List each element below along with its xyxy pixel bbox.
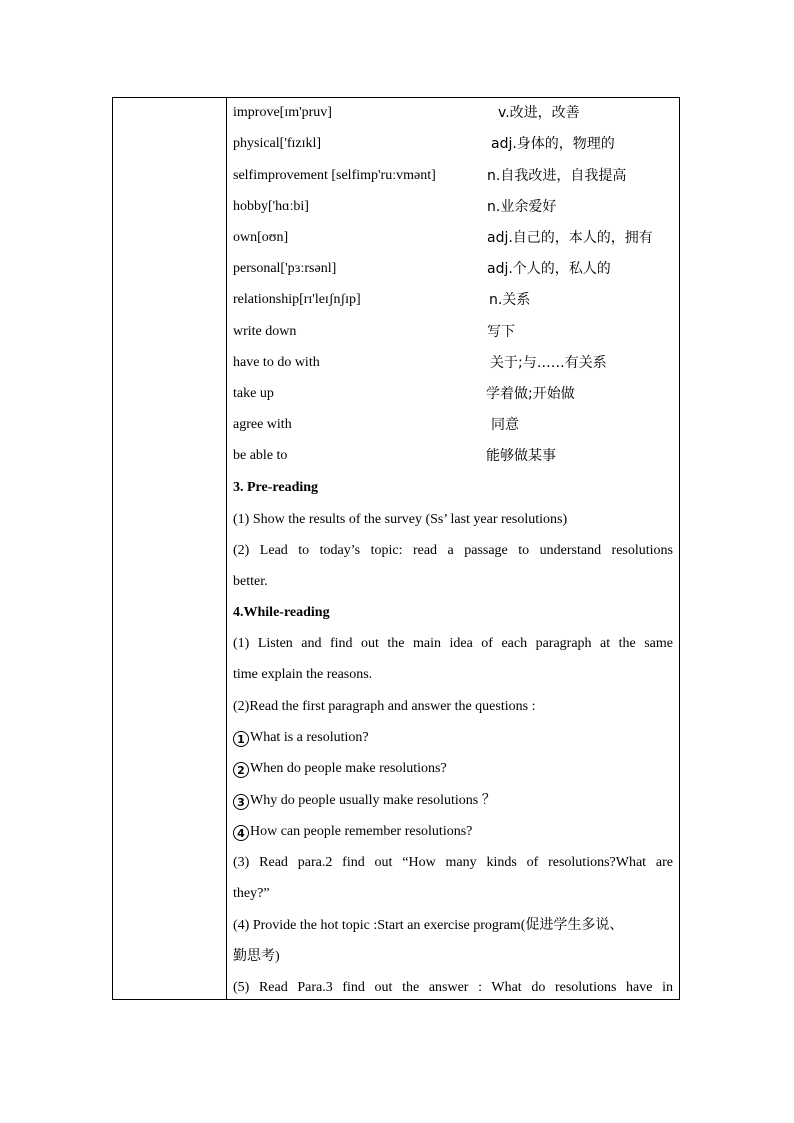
left-column — [113, 98, 227, 999]
while-reading-item-text: (5) Read Para.3 find out the answer : What do resolutions have in — [233, 980, 673, 995]
while-reading-item — [233, 666, 673, 684]
question-number: 2 — [233, 762, 249, 778]
question-text: Why do people usually make resolutions ？ — [250, 793, 496, 808]
vocab-word: personal['pɜːrsənl] — [233, 261, 337, 276]
while-reading-item — [233, 698, 673, 716]
pre-reading-item — [233, 573, 673, 591]
item-text-zh: 勤思考 — [233, 948, 275, 964]
item-text-zh: 促进学生多说、 — [525, 917, 624, 933]
vocab-meaning: 同意 — [491, 417, 519, 433]
while-reading-item — [233, 854, 673, 872]
pre-reading-item-text: (2) Lead to today’s topic: read a passage to understand resolutions — [233, 543, 673, 558]
while-reading-item-text: they?” — [233, 886, 270, 901]
question-text: How can people remember resolutions? — [250, 824, 473, 839]
while-reading-item — [233, 979, 673, 997]
vocab-meaning: 关于;与……有关系 — [490, 355, 607, 371]
vocab-word: hobby['hɑːbi] — [233, 199, 309, 214]
item-text: ) — [275, 949, 280, 964]
question-item — [233, 729, 673, 747]
pre-reading-item — [233, 511, 673, 529]
question-item — [233, 823, 673, 841]
while-reading-item — [233, 885, 673, 903]
while-reading-heading — [233, 604, 673, 622]
while-reading-item — [233, 635, 673, 653]
while-reading-item — [233, 916, 673, 935]
question-number: 1 — [233, 731, 249, 747]
vocab-meaning: 写下 — [487, 324, 515, 340]
vocab-meaning: 能够做某事 — [486, 448, 556, 464]
item-text: (4) Provide the hot topic :Start an exercise program( — [233, 918, 526, 933]
lesson-table — [112, 97, 680, 1000]
vocab-meaning: v.改进，改善 — [498, 105, 580, 121]
vocab-meaning: n.关系 — [489, 292, 531, 308]
vocab-word: be able to — [233, 448, 288, 463]
vocab-word: write down — [233, 324, 297, 339]
question-item — [233, 760, 673, 778]
pre-reading-heading-text: 3. Pre-reading — [233, 480, 319, 495]
content-column — [233, 98, 673, 999]
vocab-word: physical['fɪzɪkl] — [233, 136, 322, 151]
pre-reading-item-text: (1) Show the results of the survey (Ss’ last year resolutions) — [233, 512, 568, 527]
vocab-meaning: n.业余爱好 — [487, 199, 557, 215]
vocab-meaning: n.自我改进，自我提高 — [487, 168, 627, 184]
question-number: 3 — [233, 794, 249, 810]
while-reading-item — [233, 947, 673, 966]
while-reading-heading-text: 4.While-reading — [233, 605, 330, 620]
while-reading-item-text: (3) Read para.2 find out “How many kinds of resolutions?What are — [233, 855, 673, 870]
while-reading-item-text: (2)Read the first paragraph and answer the questions : — [233, 699, 536, 714]
vocab-word: improve[ɪm'pruv] — [233, 105, 332, 120]
vocab-word: selfimprovement [selfimp'ruːvmənt] — [233, 168, 436, 183]
vocab-word: take up — [233, 386, 274, 401]
vocab-meaning: adj.自己的，本人的，拥有 — [487, 230, 653, 246]
question-item — [233, 792, 673, 810]
while-reading-item-text: (1) Listen and find out the main idea of each paragraph at the same — [233, 636, 673, 651]
while-reading-item-text: time explain the reasons. — [233, 667, 373, 682]
vocab-meaning: 学着做;开始做 — [486, 386, 575, 402]
question-number: 4 — [233, 825, 249, 841]
vocab-word: have to do with — [233, 355, 320, 370]
vocab-word: own[oʊn] — [233, 230, 289, 245]
question-text: When do people make resolutions? — [250, 761, 447, 776]
vocab-meaning: adj.个人的，私人的 — [487, 261, 611, 277]
pre-reading-item — [233, 542, 673, 560]
vocab-word: agree with — [233, 417, 292, 432]
pre-reading-heading — [233, 479, 673, 497]
pre-reading-item-text: better. — [233, 574, 268, 589]
question-text: What is a resolution? — [250, 730, 369, 745]
vocab-meaning: adj.身体的，物理的 — [491, 136, 615, 152]
vocab-word: relationship[rɪ'leɪʃnʃɪp] — [233, 292, 361, 307]
